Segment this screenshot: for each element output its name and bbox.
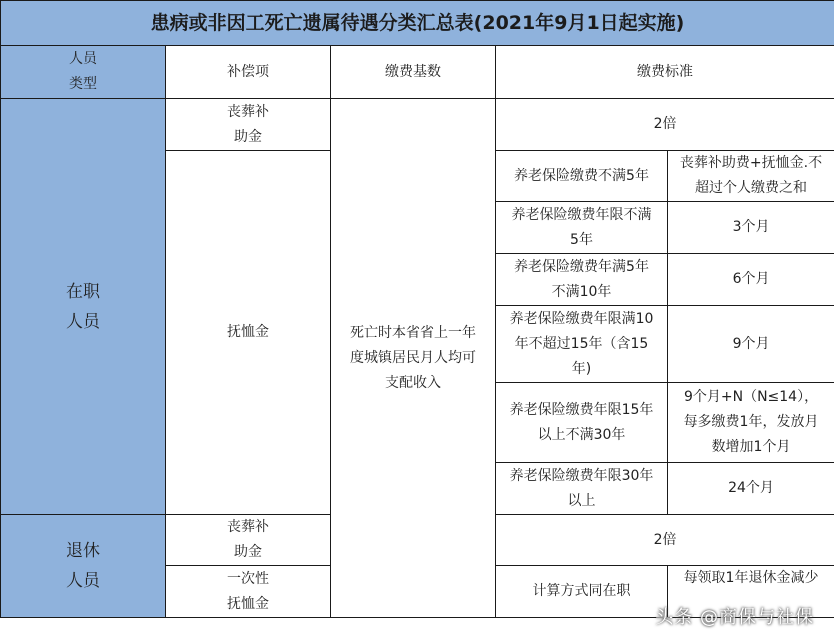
condition-cell: 养老保险缴费不满5年 [496, 151, 668, 202]
table-title: 患病或非因工死亡遗属待遇分类汇总表(2021年9月1日起实施) [1, 1, 834, 46]
condition-cell: 养老保险缴费年限15年 以上不满30年 [496, 383, 668, 463]
working-funeral-standard: 2倍 [496, 99, 834, 151]
watermark-text: 头条 @商保与社保 [655, 607, 814, 628]
condition-cell: 养老保险缴费年限满10 年不超过15年（含15 年) [496, 306, 668, 383]
standard-cell: 3个月 [668, 202, 834, 254]
retired-funeral-standard: 2倍 [496, 515, 834, 566]
header-contribution-standard: 缴费标准 [496, 46, 834, 99]
working-pension-item: 抚恤金 [166, 151, 331, 515]
retired-funeral-item: 丧葬补 助金 [166, 515, 331, 566]
retired-lump-sum-condition: 计算方式同在职 [496, 566, 668, 618]
retired-lump-sum-standard: 每领取1年退休金减少 [668, 566, 834, 618]
contribution-base-text: 死亡时本省省上一年 度城镇居民月人均可 支配收入 [331, 99, 496, 618]
header-person-type: 人员 类型 [1, 46, 166, 99]
standard-cell: 9个月+N（N≤14）， 每多缴费1年，发放月 数增加1个月 [668, 383, 834, 463]
header-compensation-item: 补偿项 [166, 46, 331, 99]
standard-cell: 丧葬补助费+抚恤金.不 超过个人缴费之和 [668, 151, 834, 202]
header-contribution-base: 缴费基数 [331, 46, 496, 99]
condition-cell: 养老保险缴费年限30年 以上 [496, 463, 668, 515]
category-retired: 退休 人员 [1, 515, 166, 618]
condition-cell: 养老保险缴费年限不满 5年 [496, 202, 668, 254]
standard-cell: 24个月 [668, 463, 834, 515]
working-funeral-item: 丧葬补 助金 [166, 99, 331, 151]
standard-cell: 9个月 [668, 306, 834, 383]
retired-lump-sum-item: 一次性 抚恤金 [166, 566, 331, 618]
condition-cell: 养老保险缴费年满5年 不满10年 [496, 254, 668, 306]
standard-cell: 6个月 [668, 254, 834, 306]
category-working: 在职 人员 [1, 99, 166, 515]
